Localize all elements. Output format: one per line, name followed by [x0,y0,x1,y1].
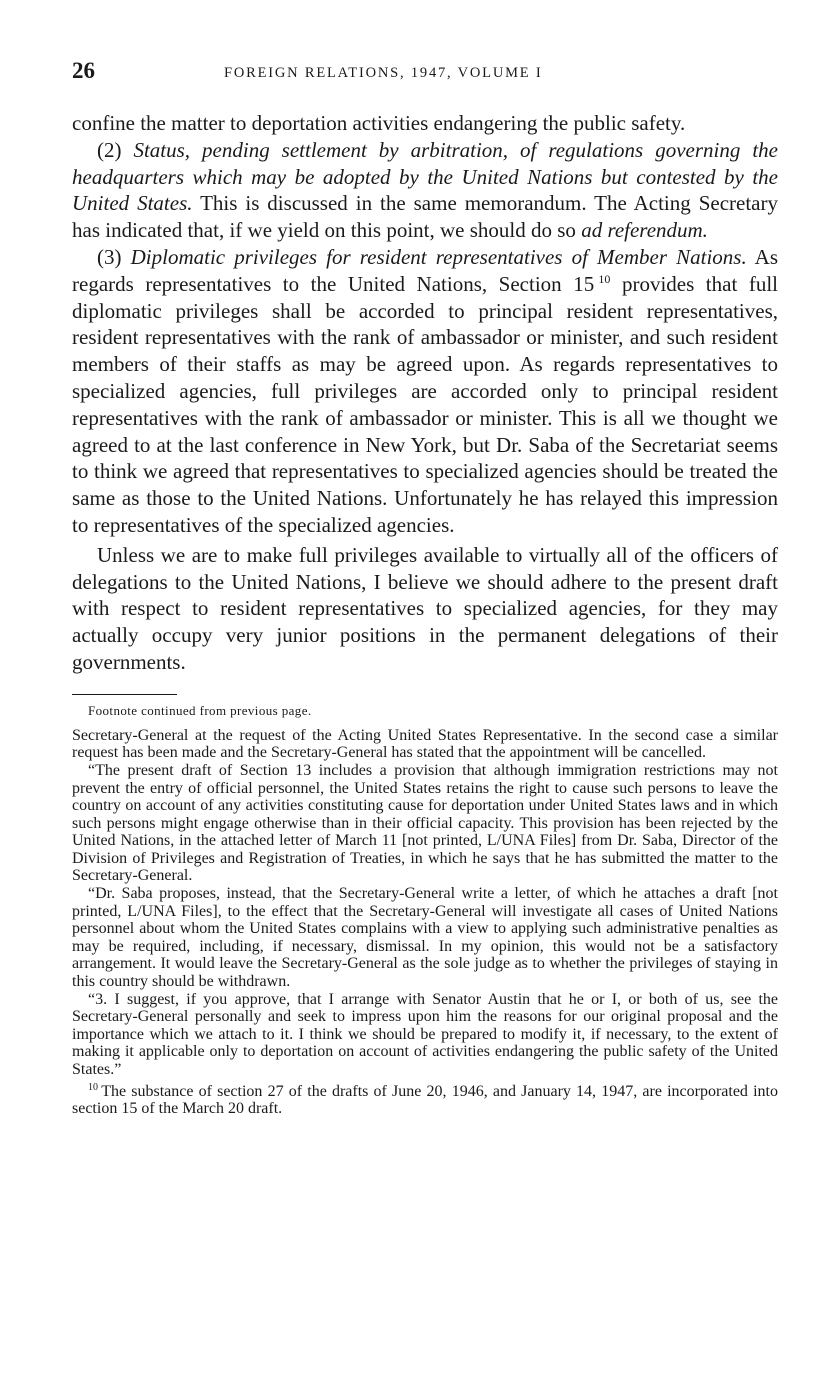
paragraph-3-text-a: As regards representatives to the United Nations, Section 15 [72,244,778,296]
footnote-divider [72,694,177,695]
paragraph-2-lead: (2) [97,137,134,162]
paragraph-2-text: This is discussed in the same memorandum. The Acting Secretary has indicated that, if we yield on this point, we should do so [72,191,778,243]
footnote-paragraph-1: Secretary-General at the request of the Acting United States Representative. In the second case a similar request has been made and the Secretary-General has stated that the appointment will be cancelled. [72,726,778,762]
paragraph-1: confine the matter to deportation activities endangering the public safety. [72,111,686,135]
paragraph-3-text-b: provides that full diplomatic privileges shall be accorded to principal resident representatives, resident representatives with the rank of ambassador or minister, and such resident members of their staffs as may be agreed upon. As regards representatives to specialized agencies, full privileges are accorded only to principal resident representatives with the rank of ambassador or minister. This is all we thought we agreed to at the last conference in New York, but Dr. Saba of the Secretariat seems to think we agreed that representatives to specialized agencies should be treated the same as those to the United Nations. Unfortunately he has relayed this impression to representatives of the specialized agencies. [72,271,778,537]
footnote-paragraph-4: “3. I suggest, if you approve, that I arrange with Senator Austin that he or I, or both of us, see the Secretary-General personally and seek to impress upon him the reasons for our original proposal and the importance which we attach to it. I think we should be prepared to modify it, if necessary, to the extent of making it applicable only to deportation on account of activities endangering the public safety of the United States.” [72,990,778,1079]
footnote-reference-10: 10 [598,271,611,286]
paragraph-3 [72,244,778,539]
footnotes [72,727,778,1118]
main-text [72,110,778,676]
running-title: FOREIGN RELATIONS, 1947, VOLUME I [224,65,543,81]
document-page [72,58,778,1118]
page-number: 26 [72,58,95,83]
footnote-10 [72,1083,778,1118]
paragraph-3-lead: (3) [97,244,131,269]
footnote-paragraph-2: “The present draft of Section 13 includes a provision that although immigration restrictions may not prevent the entry of official personnel, the United States retains the right to cause such persons to leave the country on account of any activities constituting cause for deportation under United States laws and in which such persons might engage otherwise than in their official capacity. This provision has been rejected by the United Nations, in the attached letter of March 11 [not printed, L/UNA Files] from Dr. Saba, Director of the Division of Privileges and Registration of Treaties, in which he says that he has submitted the matter to the Secretary-General. [72,761,778,885]
footnote-continued-label: Footnote continued from previous page. [88,702,312,718]
footnote-10-marker: 10 [88,1081,98,1093]
paragraph-3-italic: Diplomatic privileges for resident representatives of Member Nations. [130,244,747,269]
paragraph-2 [72,137,778,244]
paragraph-2-italic: Status, pending settlement by arbitration, of regulations governing the headquarters which may be adopted by the United Nations but contested by the United States. [72,137,778,216]
paragraph-2-italic-end: ad referendum. [581,218,708,243]
paragraph-4: Unless we are to make full privileges available to virtually all of the officers of delegations to the United Nations, I believe we should adhere to the present draft with respect to resident representatives to specialized agencies, for they may actually occupy very junior positions in the permanent delegations of their governments. [72,542,778,674]
footnote-paragraph-3: “Dr. Saba proposes, instead, that the Secretary-General write a letter, of which he attaches a draft [not printed, L/UNA Files], to the effect that the Secretary-General will investigate all cases of United Nations personnel about whom the United States complains with a view to applying such administrative penalties as may be required, including, if necessary, dismissal. In my opinion, this would not be a satisfactory arrangement. It would leave the Secretary-General as the sole judge as to whether the privileges of staying in this country should be withdrawn. [72,885,778,991]
page-header [72,58,778,94]
footnote-10-text: The substance of section 27 of the drafts of June 20, 1946, and January 14, 1947, are incorporated into section 15 of the March 20 draft. [72,1082,778,1118]
